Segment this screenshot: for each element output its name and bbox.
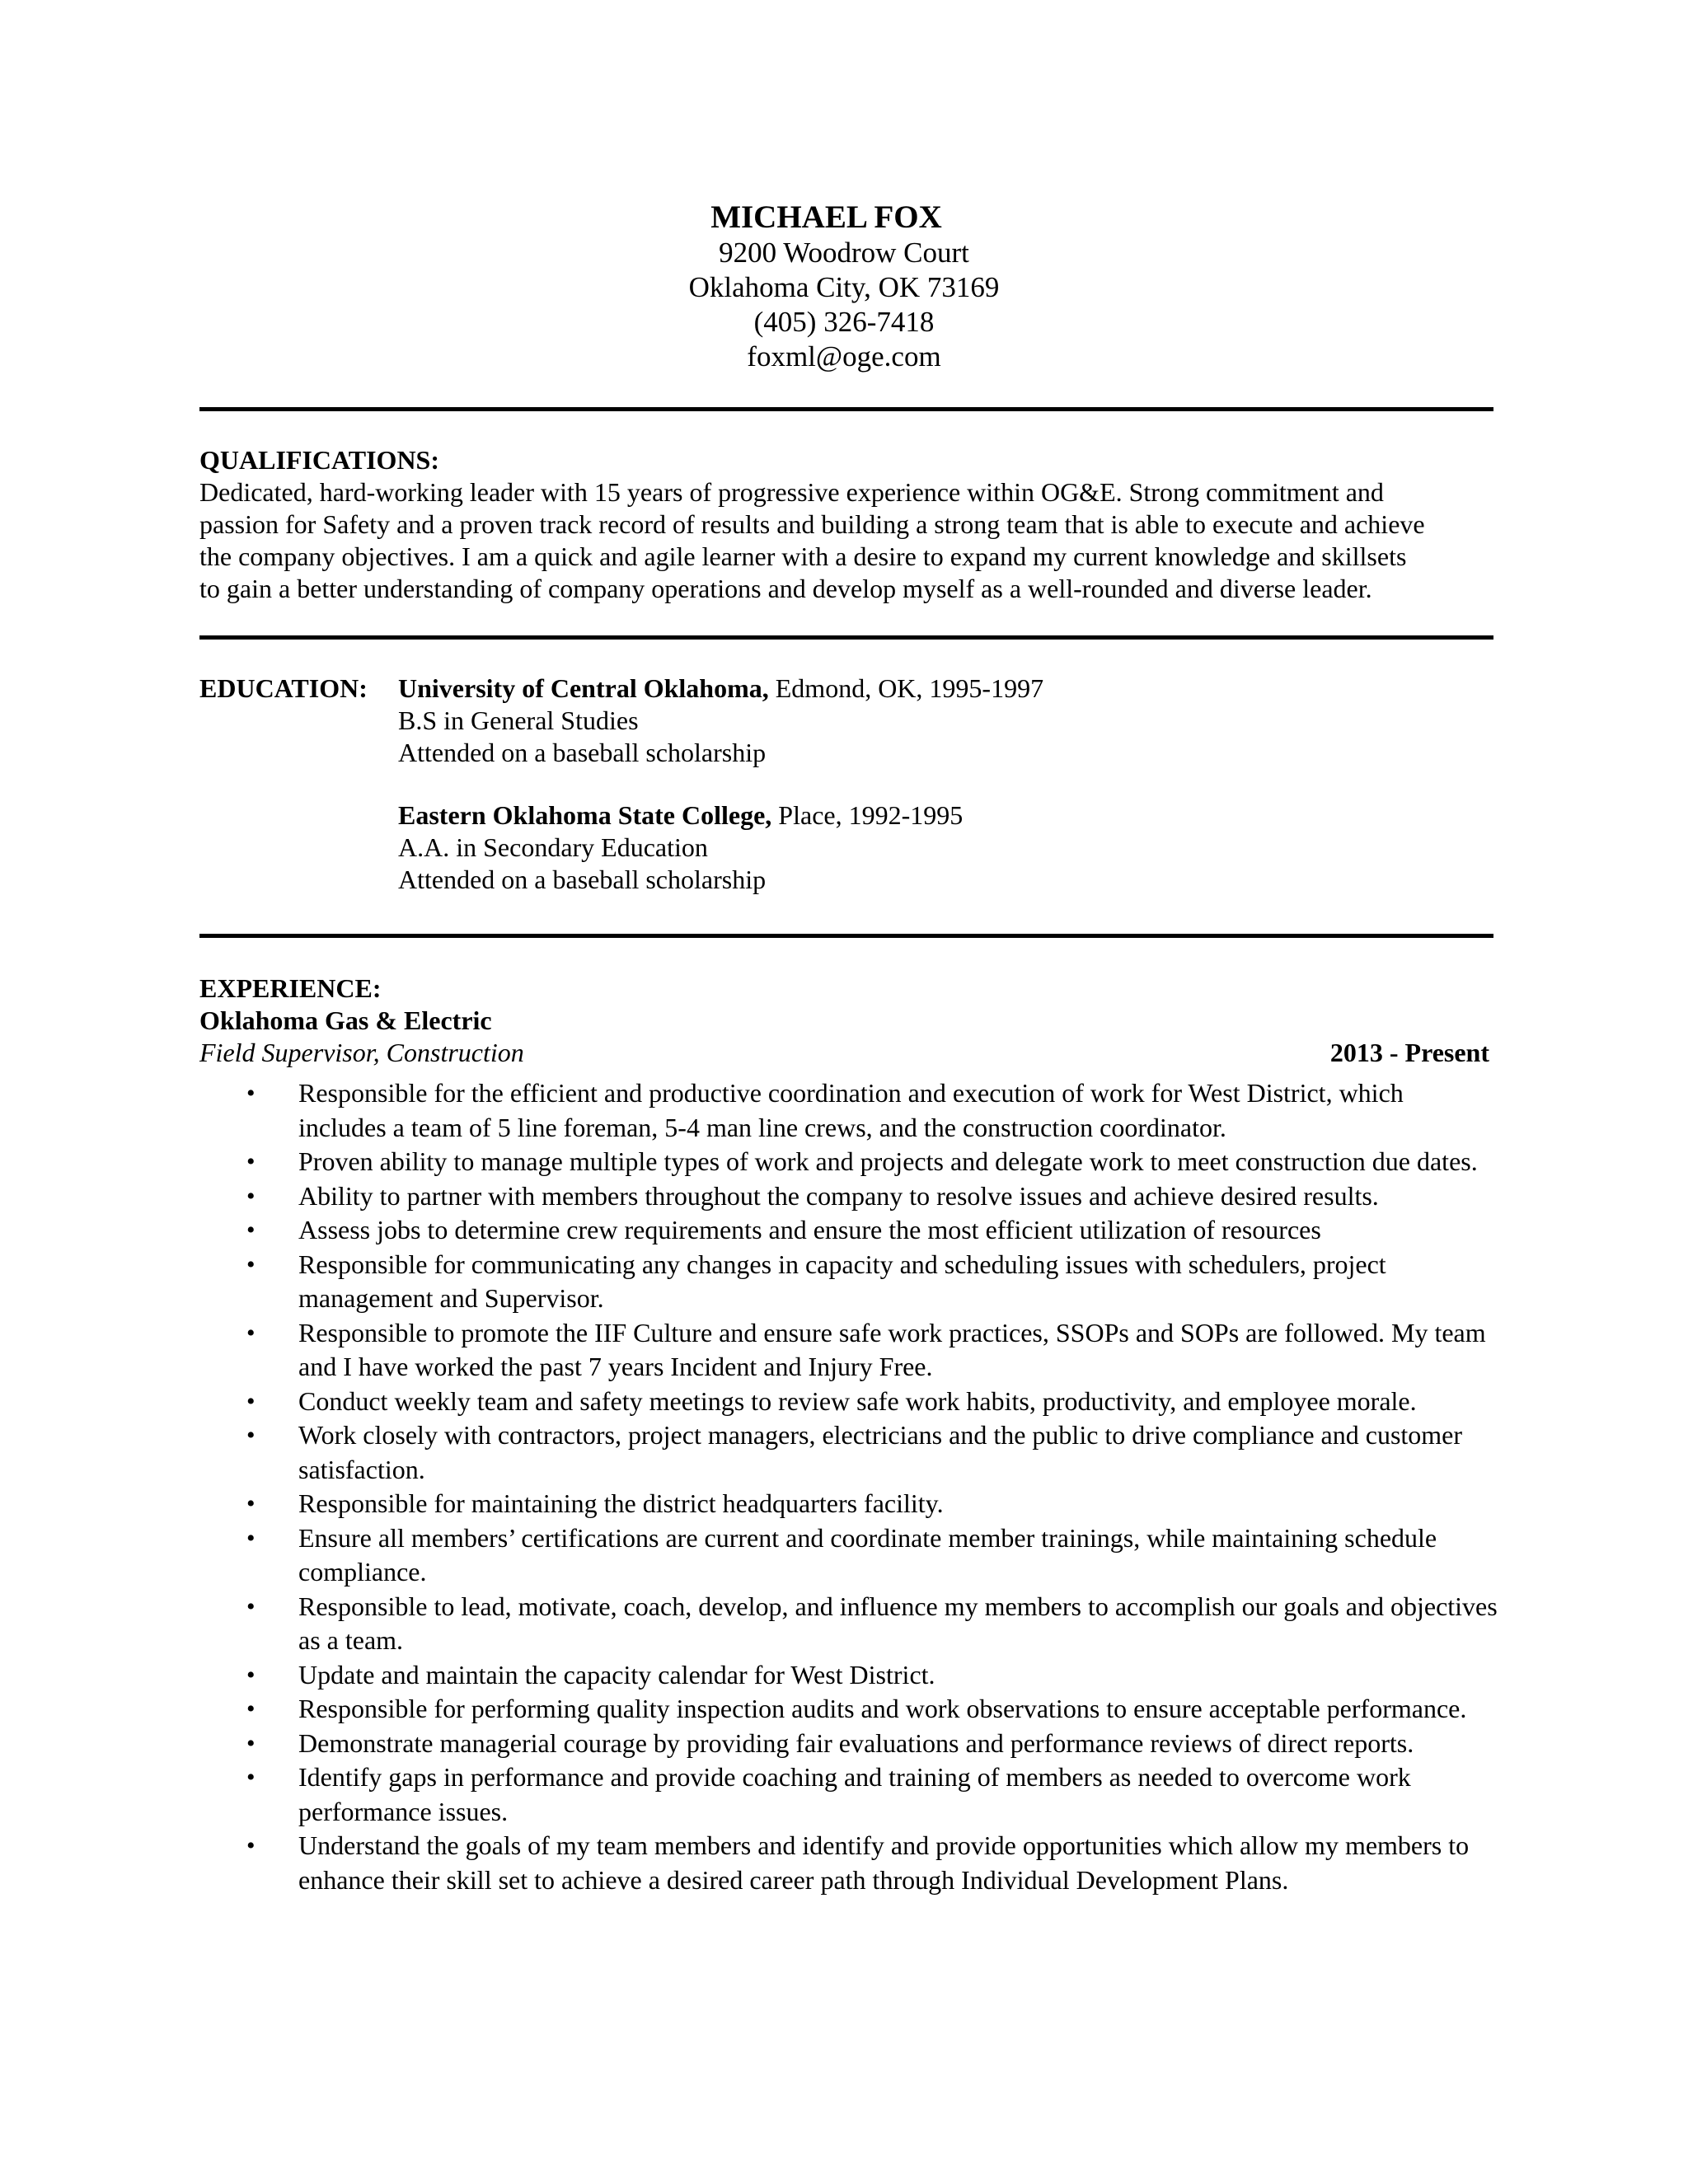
responsibility-item bbox=[199, 1760, 1498, 1829]
responsibility-text: Responsible for the efficient and productive coordination and execution of work for West District, which includes a team of 5 line foreman, 5-4 man line crews, and the construction coordinator. bbox=[298, 1078, 1404, 1142]
responsibility-text: Assess jobs to determine crew requirements and ensure the most efficient utilization of resources bbox=[298, 1215, 1321, 1244]
education-note: Attended on a baseball scholarship bbox=[398, 738, 767, 767]
bullet-icon: • bbox=[246, 1490, 256, 1517]
address-line-1: 9200 Woodrow Court bbox=[719, 237, 969, 269]
responsibility-text: Responsible to lead, motivate, coach, develop, and influence my members to accomplish our goals and objectives as a team. bbox=[298, 1591, 1498, 1655]
bullet-icon: • bbox=[246, 1661, 256, 1689]
divider-rule bbox=[199, 407, 1493, 411]
qualifications-line: passion for Safety and a proven track record of results and building a strong team that is able to execute and achieve bbox=[199, 509, 1425, 539]
responsibility-item bbox=[199, 1521, 1498, 1590]
qualifications-line: to gain a better understanding of company operations and develop myself as a well-rounded and diverse leader. bbox=[199, 574, 1372, 603]
responsibility-text: Understand the goals of my team members and identify and provide opportunities which allow my members to enhance their skill set to achieve a desired career path through Individual Development Plans. bbox=[298, 1830, 1470, 1895]
responsibility-text: Update and maintain the capacity calendar for West District. bbox=[298, 1659, 935, 1690]
address-line-2: Oklahoma City, OK 73169 bbox=[688, 271, 1000, 303]
job-dates: 2013 - Present bbox=[1329, 1038, 1489, 1067]
candidate-name: MICHAEL FOX bbox=[710, 199, 942, 235]
school-details: Edmond, OK, 1995-1997 bbox=[768, 673, 1044, 703]
bullet-icon: • bbox=[246, 1148, 256, 1175]
bullet-icon: • bbox=[246, 1695, 256, 1722]
bullet-icon: • bbox=[246, 1729, 256, 1757]
responsibility-text: Conduct weekly team and safety meetings to review safe work habits, productivity, and employee morale. bbox=[298, 1385, 1417, 1416]
responsibility-text: Work closely with contractors, project managers, electricians and the public to drive compliance and customer satisfaction. bbox=[298, 1420, 1463, 1484]
education-heading: EDUCATION: bbox=[199, 673, 368, 703]
school-name: Eastern Oklahoma State College, bbox=[398, 800, 772, 830]
bullet-icon: • bbox=[246, 1080, 256, 1107]
responsibility-item bbox=[199, 1145, 1498, 1179]
education-note: Attended on a baseball scholarship bbox=[398, 865, 767, 894]
responsibility-text: Ability to partner with members throughout the company to resolve issues and achieve desired results. bbox=[298, 1180, 1379, 1211]
responsibility-item bbox=[199, 1692, 1498, 1727]
responsibility-text: Responsible for maintaining the district headquarters facility. bbox=[298, 1488, 944, 1518]
responsibility-item bbox=[199, 1213, 1498, 1248]
company-name: Oklahoma Gas & Electric bbox=[199, 1005, 492, 1035]
responsibility-item bbox=[199, 1487, 1498, 1521]
responsibility-item bbox=[199, 1829, 1498, 1897]
job-title: Field Supervisor, Construction bbox=[199, 1038, 524, 1067]
responsibility-item bbox=[199, 1418, 1498, 1487]
education-entry bbox=[398, 673, 1470, 769]
qualifications-section bbox=[199, 444, 1498, 605]
bullet-icon: • bbox=[246, 1832, 256, 1859]
qualifications-line: the company objectives. I am a quick and agile learner with a desire to expand my current knowledge and skillsets bbox=[199, 541, 1407, 571]
responsibility-item bbox=[199, 1179, 1498, 1214]
qualifications-heading: QUALIFICATIONS: bbox=[199, 445, 439, 475]
responsibility-text: Responsible for communicating any changes in capacity and scheduling issues with schedulers, project management and Supervisor. bbox=[298, 1249, 1386, 1313]
school-details: Place, 1992-1995 bbox=[771, 800, 964, 830]
bullet-icon: • bbox=[246, 1250, 256, 1278]
email-address: foxml@oge.com bbox=[747, 340, 941, 373]
bullet-icon: • bbox=[246, 1422, 256, 1449]
job-title-row bbox=[199, 1037, 1489, 1069]
responsibility-item bbox=[199, 1385, 1498, 1419]
responsibility-item bbox=[199, 1658, 1498, 1693]
responsibility-item bbox=[199, 1590, 1498, 1658]
divider-rule bbox=[199, 934, 1493, 938]
bullet-icon: • bbox=[246, 1387, 256, 1415]
responsibility-text: Responsible to promote the IIF Culture and ensure safe work practices, SSOPs and SOPs are followed. My team and I have worked the past 7 years Incident and Injury Free. bbox=[298, 1317, 1486, 1381]
responsibility-item bbox=[199, 1316, 1498, 1385]
bullet-icon: • bbox=[246, 1592, 256, 1620]
responsibility-text: Responsible for performing quality inspection audits and work observations to ensure acceptable performance. bbox=[298, 1694, 1467, 1723]
responsibility-item bbox=[199, 1076, 1498, 1145]
responsibilities-list bbox=[199, 1076, 1498, 1897]
phone-number: (405) 326-7418 bbox=[753, 306, 935, 338]
experience-heading: EXPERIENCE: bbox=[199, 973, 382, 1003]
responsibility-text: Proven ability to manage multiple types of work and projects and delegate work to meet construction due dates. bbox=[298, 1146, 1478, 1176]
education-degree: A.A. in Secondary Education bbox=[398, 832, 708, 862]
bullet-icon: • bbox=[246, 1216, 256, 1244]
qualifications-line: Dedicated, hard-working leader with 15 years of progressive experience within OG&E. Strong commitment and bbox=[199, 477, 1384, 507]
responsibility-item bbox=[199, 1248, 1498, 1316]
responsibility-text: Ensure all members’ certifications are current and coordinate member trainings, while maintaining schedule compliance. bbox=[298, 1522, 1437, 1586]
education-entry bbox=[398, 799, 1470, 896]
education-degree: B.S in General Studies bbox=[398, 705, 639, 735]
school-name: University of Central Oklahoma, bbox=[398, 673, 769, 703]
education-school-line bbox=[398, 673, 1470, 705]
education-school-line bbox=[398, 799, 1470, 832]
bullet-icon: • bbox=[246, 1764, 256, 1791]
bullet-icon: • bbox=[246, 1524, 256, 1552]
responsibility-text: Identify gaps in performance and provide coaching and training of members as needed to overcome work performance issues. bbox=[298, 1762, 1411, 1826]
responsibility-item bbox=[199, 1727, 1498, 1761]
bullet-icon: • bbox=[246, 1182, 256, 1210]
divider-rule bbox=[199, 635, 1493, 640]
bullet-icon: • bbox=[246, 1319, 256, 1347]
responsibility-text: Demonstrate managerial courage by providing fair evaluations and performance reviews of direct reports. bbox=[298, 1727, 1414, 1758]
